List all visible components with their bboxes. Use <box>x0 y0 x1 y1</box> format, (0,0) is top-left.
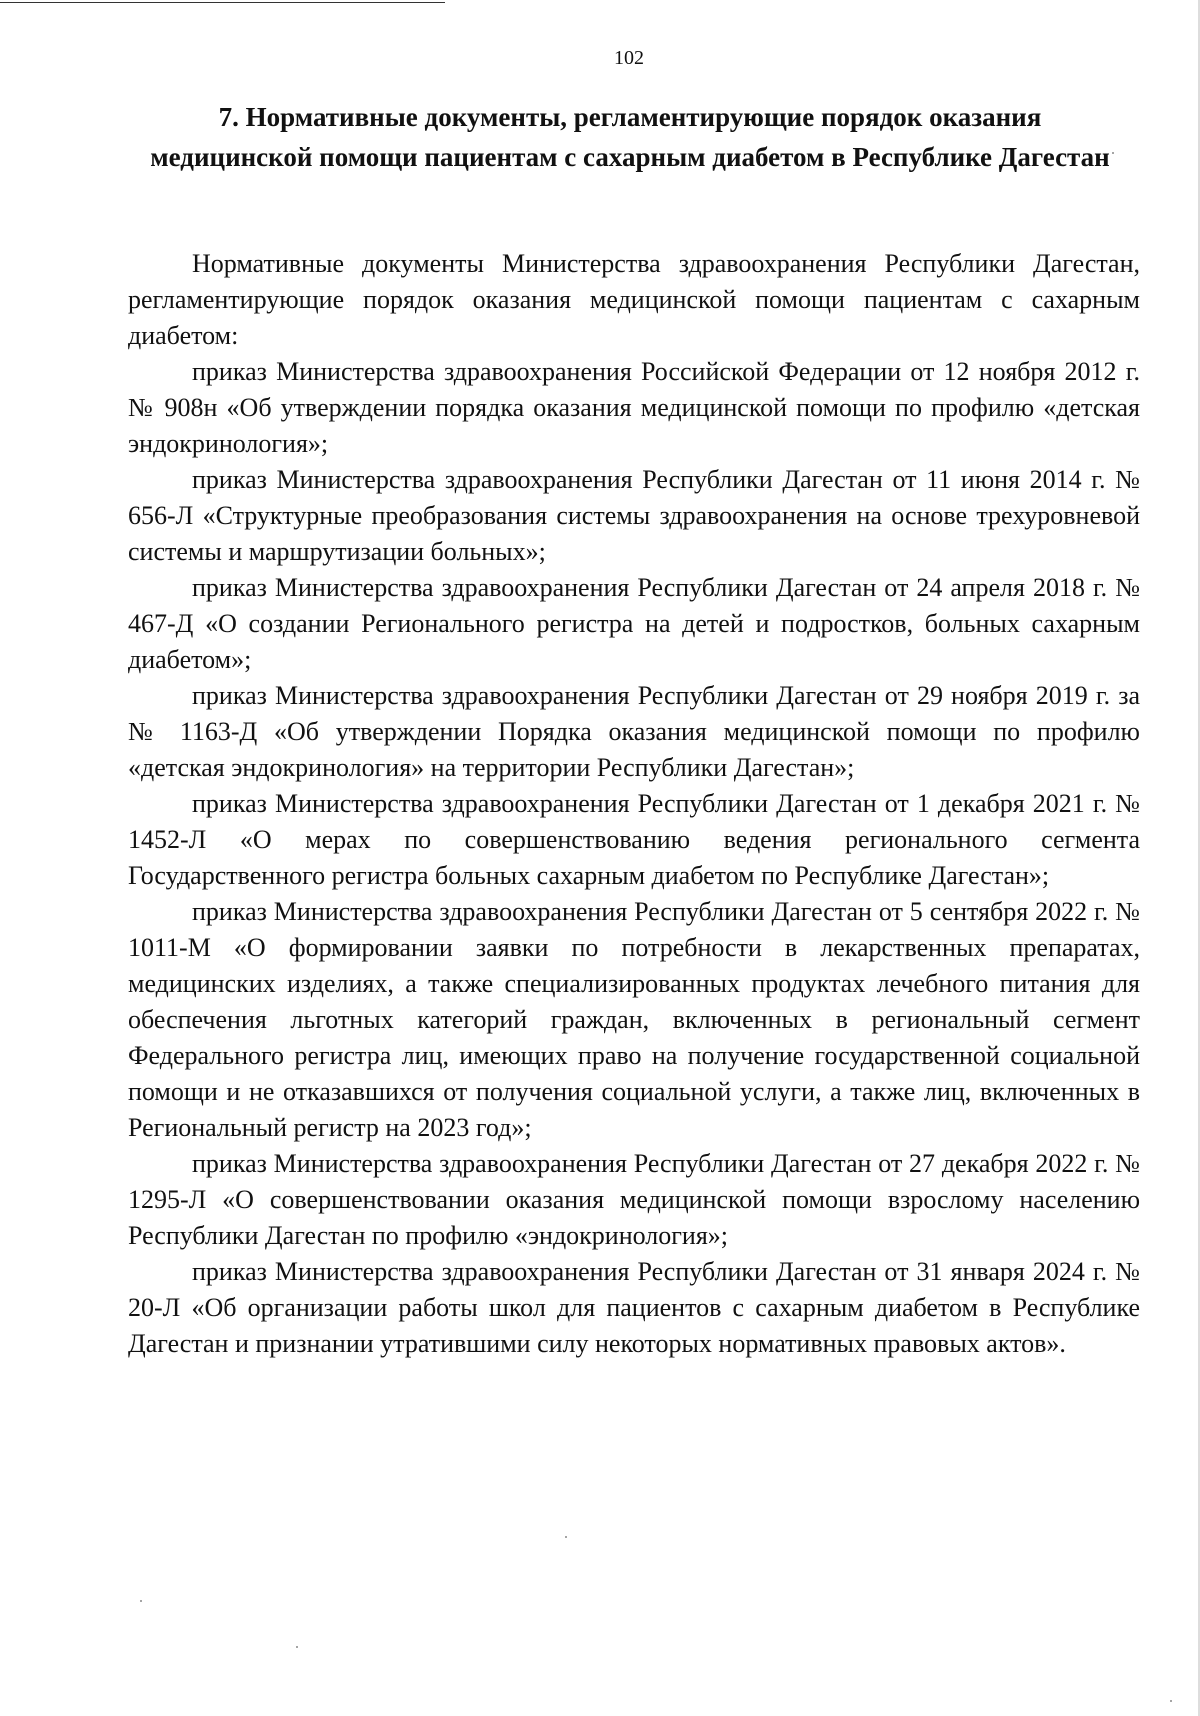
scan-speck <box>140 1600 142 1602</box>
order-item: приказ Министерства здравоохранения Республики Дагестан от 27 декабря 2022 г. № 1295-Л «О совершенствовании оказания медицинской помощи взрослому населению Республики Дагестан по профилю «эндокринология»; <box>128 1149 1140 1250</box>
order-item: приказ Министерства здравоохранения Республики Дагестан от 5 сентября 2022 г. № 1011-М «О формировании заявки по потребности в лекарственных препаратах, медицинских изделиях, а также специализированных продуктах лечебного питания для обеспечения льготных категорий граждан, включенных в региональный сегмент Федерального регистра лиц, имеющих право на получение государственной социальной помощи и не отказавшихся от получения социальной услуги, а также лиц, включенных в Региональный регистр на 2023 год»; <box>128 897 1140 1142</box>
order-item: приказ Министерства здравоохранения Республики Дагестан от 24 апреля 2018 г. № 467-Д «О создании Регионального регистра на детей и подростков, больных сахарным диабетом»; <box>128 573 1140 674</box>
order-item: приказ Министерства здравоохранения Республики Дагестан от 1 декабря 2021 г. № 1452-Л «О мерах по совершенствованию ведения регионального сегмента Государственного регистра больных сахарным диабетом по Республике Дагестан»; <box>128 789 1140 890</box>
scan-speck <box>1170 1700 1172 1702</box>
order-item: приказ Министерства здравоохранения Республики Дагестан от 31 января 2024 г. № 20-Л «Об организации работы школ для пациентов с сахарным диабетом в Республике Дагестан и признании утратившими силу некоторых нормативных правовых актов». <box>128 1257 1140 1358</box>
order-item: приказ Министерства здравоохранения Российской Федерации от 12 ноября 2012 г. № 908н «Об утверждении порядка оказания медицинской помощи по профилю «детская эндокринология»; <box>128 357 1140 458</box>
intro-paragraph: Нормативные документы Министерства здравоохранения Республики Дагестан, регламентирующие порядок оказания медицинской помощи пациентам с сахарным диабетом: <box>128 249 1140 350</box>
scan-speck <box>296 1646 298 1648</box>
document-body <box>128 246 1140 1362</box>
section-heading: 7. Нормативные документы, регламентирующие порядок оказания медицинской помощи пациентам с сахарным диабетом в Республике Дагестан <box>150 102 1110 172</box>
order-item: приказ Министерства здравоохранения Республики Дагестан от 29 ноября 2019 г. за № 1163-Д «Об утверждении Порядка оказания медицинской помощи по профилю «детская эндокринология» на территории Республики Дагестан»; <box>128 681 1140 782</box>
page-number: 102 <box>614 47 644 69</box>
scan-border-line <box>0 2 445 3</box>
scan-speck <box>1112 152 1114 154</box>
scan-speck <box>565 1536 567 1538</box>
order-item: приказ Министерства здравоохранения Республики Дагестан от 11 июня 2014 г. № 656-Л «Структурные преобразования системы здравоохранения на основе трехуровневой системы и маршрутизации больных»; <box>128 465 1140 566</box>
